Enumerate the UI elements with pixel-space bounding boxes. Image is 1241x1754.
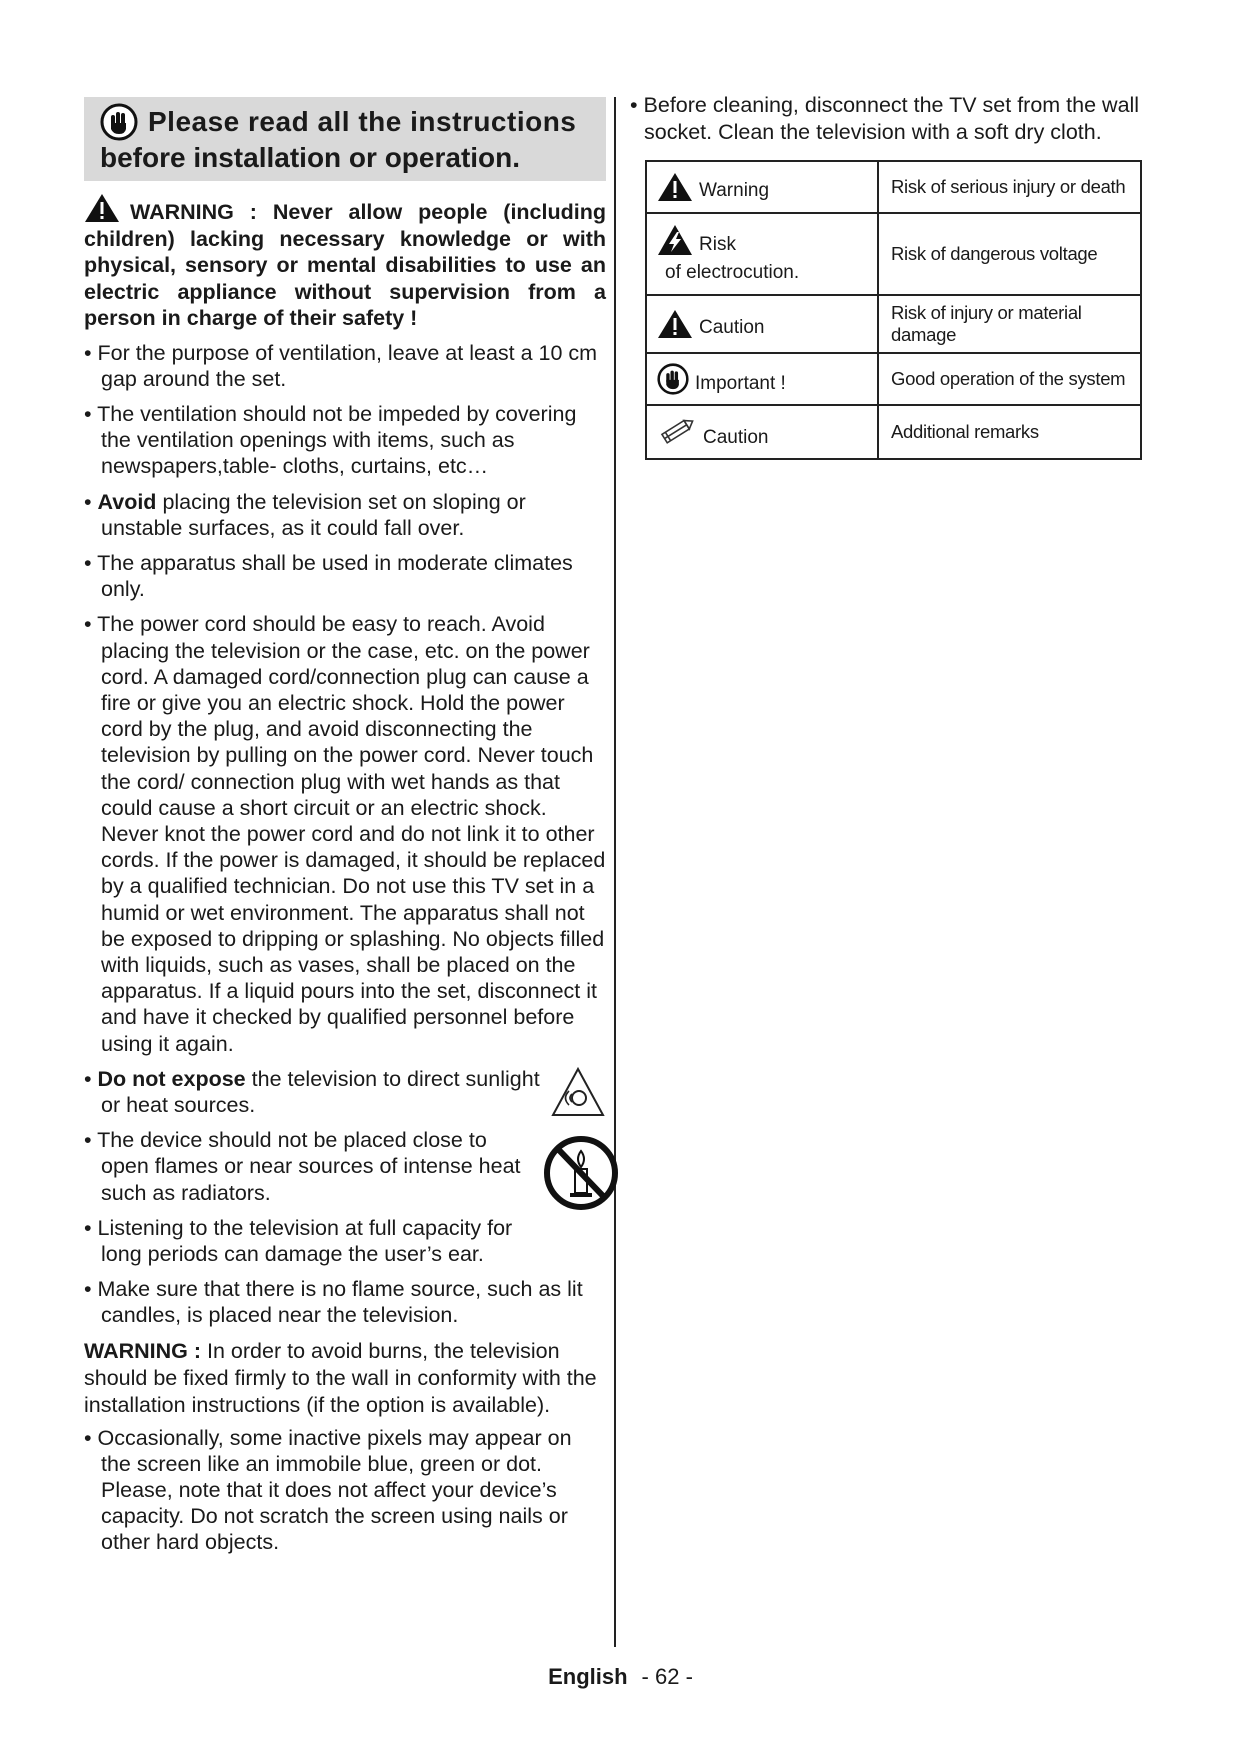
legend-symbol: Caution	[646, 405, 878, 459]
column-divider	[614, 97, 616, 1647]
table-row	[646, 295, 1141, 353]
cleaning-bullet: • Before cleaning, disconnect the TV set from the wall socket. Clean the television with a soft dry cloth.	[630, 93, 1140, 144]
warning-triangle-icon	[657, 309, 693, 339]
table-row	[646, 353, 1141, 405]
instructions-header	[84, 97, 606, 181]
table-row	[646, 405, 1141, 459]
list-item: • Make sure that there is no flame source, such as lit candles, is placed near the television.	[84, 1277, 583, 1328]
warning-intro-text: Never allow people (including children) lacking necessary knowledge or with physical, sensory or mental disabilities to use an electric appliance without supervision from a person in charge of their safety !	[84, 200, 606, 330]
warning-triangle-icon	[84, 193, 120, 223]
pencil-icon	[657, 415, 697, 449]
header-line1: Please read all the instructions	[148, 106, 577, 137]
legend-symbol: Caution	[646, 295, 878, 353]
footer-language: English	[548, 1664, 628, 1689]
list-item: • The device should not be placed close to open flames or near sources of intense heat such as radiators.	[84, 1127, 606, 1206]
list-item: • The ventilation should not be impeded by covering the ventilation openings with items, such as newspapers,table- cloths, curtains, etc…	[84, 401, 577, 479]
left-column	[84, 97, 606, 1565]
right-column	[630, 92, 1150, 460]
electric-shock-icon	[657, 224, 693, 256]
list-item: • Avoid placing the television set on sloping or unstable surfaces, as it could fall over.	[84, 489, 526, 540]
legend-symbol: Important !	[646, 353, 878, 405]
sun-ear-warning-icon	[550, 1066, 606, 1118]
list-item: • Listening to the television at full capacity for long periods can damage the user’s ear.	[84, 1215, 513, 1266]
legend-description: Good operation of the system	[878, 353, 1141, 405]
safety-list	[84, 340, 606, 1329]
warning-intro	[84, 193, 606, 332]
no-open-flame-icon	[542, 1131, 620, 1215]
list-item: • Do not expose the television to direct sunlight or heat sources.	[84, 1066, 606, 1118]
legend-description: Additional remarks	[878, 405, 1141, 459]
list-item: • The power cord should be easy to reach. Avoid placing the television or the case, etc. on the power cord. A damaged cord/connection plug can cause a fire or give you an electric shock. Hold the power cord by the plug, and avoid disconnecting the television by pulling on the power cord. Never touch the cord/ connection plug with wet hands as that could cause a short circuit or an electric shock. Never knot the power cord and do not link it to other cords. If the power is damaged, it should be replaced by a qualified technician. Do not use this TV set in a humid or wet environment. The apparatus shall not be exposed to dripping or splashing. No objects filled with liquids, such as vases, shall be placed on the apparatus. If a liquid pours into the set, disconnect it and have it checked by qualified personnel before using it again.	[84, 612, 606, 1056]
table-row	[646, 213, 1141, 295]
legend-symbol: Warning	[646, 161, 878, 213]
symbol-legend-table	[645, 160, 1142, 460]
legend-symbol: Risk of electrocution.	[646, 213, 878, 295]
page-footer	[0, 1664, 1241, 1690]
hand-icon	[100, 103, 138, 141]
table-row	[646, 161, 1141, 213]
warning-burn: WARNING : In order to avoid burns, the television should be fixed firmly to the wall in conformity with the installation instructions (if the option is available).	[84, 1338, 597, 1417]
legend-description: Risk of serious injury or death	[878, 161, 1141, 213]
legend-description: Risk of injury or material damage	[878, 295, 1141, 353]
header-line2: before installation or operation.	[100, 142, 521, 173]
hand-icon	[657, 363, 689, 395]
legend-description: Risk of dangerous voltage	[878, 213, 1141, 295]
list-item: • For the purpose of ventilation, leave at least a 10 cm gap around the set.	[84, 340, 598, 391]
pixels-list	[84, 1425, 606, 1556]
warning-triangle-icon	[657, 172, 693, 202]
list-item: • The apparatus shall be used in moderate climates only.	[84, 550, 573, 602]
warning-intro-label: WARNING :	[130, 200, 257, 224]
list-item: • Occasionally, some inactive pixels may appear on the screen like an immobile blue, green or dot. Please, note that it does not affect your device’s capacity. Do not scratch the screen using nails or other hard objects.	[84, 1425, 572, 1555]
page-number: - 62 -	[641, 1664, 693, 1689]
